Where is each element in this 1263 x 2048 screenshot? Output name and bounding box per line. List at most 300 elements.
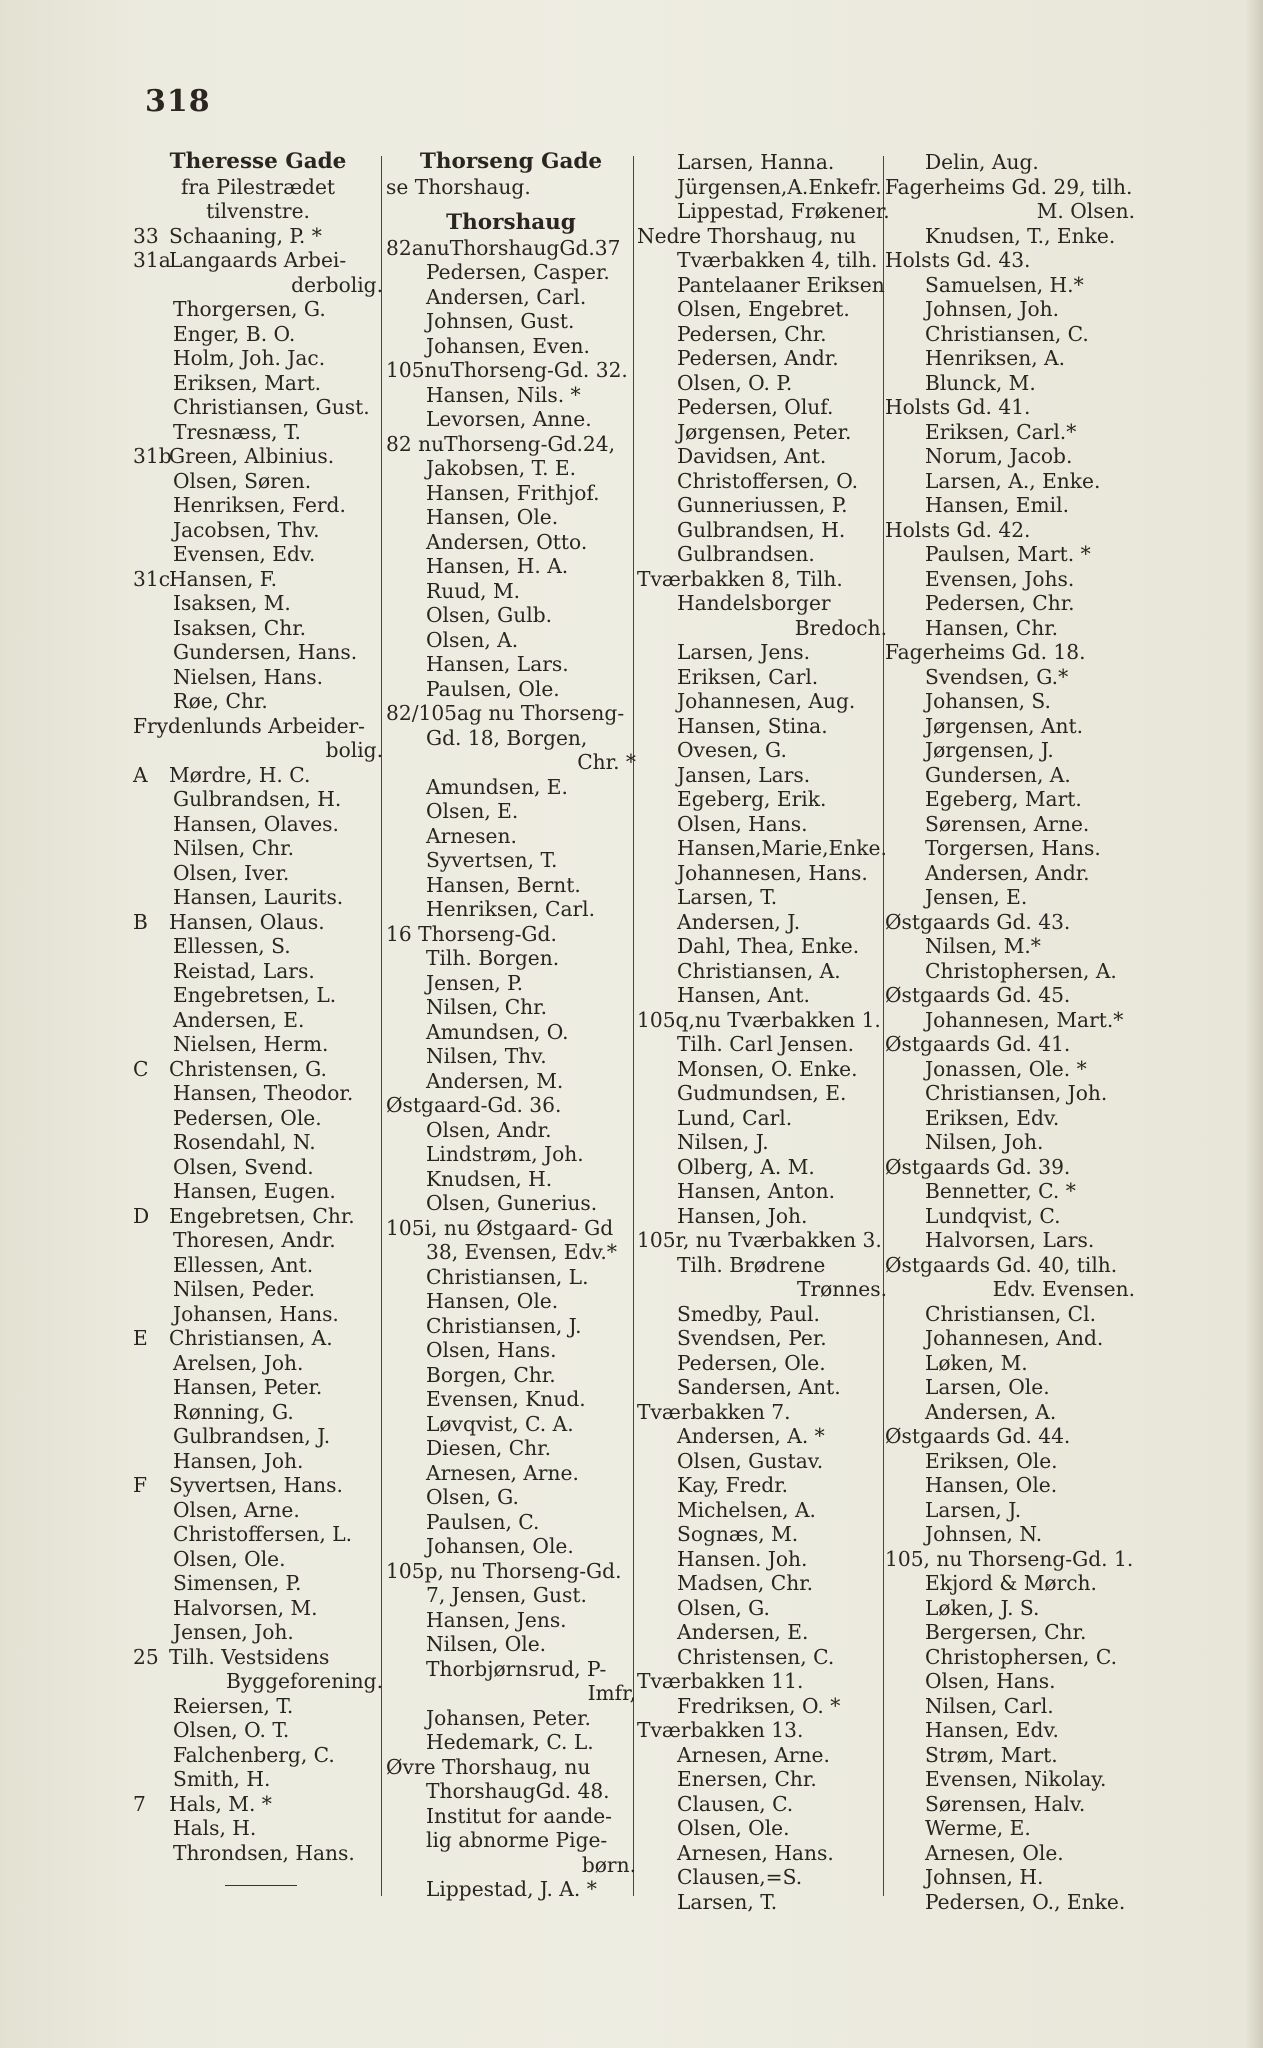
resident-entry bbox=[133, 1620, 383, 1645]
entry-text: Nilsen, M.* bbox=[925, 934, 1041, 958]
entry-text: Hansen, H. A. bbox=[426, 554, 569, 578]
entry-text: Edv. Evensen. bbox=[992, 1277, 1135, 1301]
resident-entry bbox=[637, 1792, 887, 1817]
entry-continuation bbox=[637, 616, 887, 641]
address-entry bbox=[133, 224, 383, 249]
entry-text: Isaksen, Chr. bbox=[173, 615, 307, 640]
resident-entry bbox=[637, 934, 887, 959]
resident-entry bbox=[637, 738, 887, 763]
entry-text: Sørensen, Arne. bbox=[925, 811, 1090, 836]
resident-entry bbox=[637, 885, 887, 910]
entry-text: Larsen, T. bbox=[677, 1889, 778, 1914]
entry-text: Gunneriussen, P. bbox=[677, 493, 848, 517]
entry-text: Hansen, Ole. bbox=[426, 1289, 559, 1313]
resident-entry bbox=[386, 1461, 636, 1486]
resident-entry bbox=[133, 836, 383, 861]
resident-entry bbox=[885, 1106, 1135, 1131]
resident-entry bbox=[885, 1302, 1135, 1327]
entry-text: Christophersen, A. bbox=[925, 958, 1117, 983]
resident-entry bbox=[133, 1816, 383, 1841]
entry-text: Pedersen, Andr. bbox=[677, 346, 839, 370]
house-number: 31a bbox=[133, 248, 171, 272]
address-entry bbox=[386, 236, 636, 261]
entry-text: Gulbrandsen. bbox=[677, 542, 815, 566]
resident-entry bbox=[637, 689, 887, 714]
house-number: 31b bbox=[133, 444, 172, 468]
entry-text: Olsen, Ole. bbox=[173, 1546, 286, 1571]
address-entry bbox=[885, 175, 1135, 200]
resident-entry bbox=[637, 1571, 887, 1596]
entry-text: Andersen, A. * bbox=[677, 1424, 825, 1448]
resident-entry bbox=[133, 1032, 383, 1057]
street-heading bbox=[133, 150, 383, 175]
resident-entry bbox=[637, 1032, 887, 1057]
resident-entry bbox=[637, 787, 887, 812]
entry-text: Enger, B. O. bbox=[173, 321, 296, 346]
entry-text: 105nuThorseng-Gd. 32. bbox=[386, 358, 628, 382]
resident-entry bbox=[133, 1228, 383, 1253]
entry-text: Johansen, Peter. bbox=[426, 1705, 591, 1730]
resident-entry bbox=[637, 542, 887, 567]
resident-entry bbox=[133, 1106, 383, 1131]
resident-entry bbox=[386, 677, 636, 702]
entry-text: 82anuThorshaugGd.37 bbox=[386, 235, 621, 260]
entry-text: Arnesen, Arne. bbox=[677, 1742, 830, 1767]
resident-entry bbox=[133, 1718, 383, 1743]
entry-text: Olsen, Svend. bbox=[173, 1154, 314, 1179]
resident-entry bbox=[885, 1179, 1135, 1204]
entry-text: Gulbrandsen, J. bbox=[173, 1424, 331, 1448]
entry-text: Jonassen, Ole. * bbox=[925, 1056, 1087, 1081]
resident-entry bbox=[386, 407, 636, 432]
entry-text: Hansen, Theodor. bbox=[173, 1081, 354, 1105]
entry-text: Paulsen, C. bbox=[426, 1509, 540, 1534]
entry-text: Evensen, Edv. bbox=[173, 542, 316, 566]
entry-text: Johnsen, Gust. bbox=[426, 309, 575, 333]
entry-text: Samuelsen, H.* bbox=[925, 272, 1084, 297]
entry-text: M. Olsen. bbox=[1036, 199, 1135, 223]
entry-text: Tilh. Vestsidens bbox=[169, 1644, 330, 1669]
entry-text: tilvenstre. bbox=[206, 199, 310, 223]
entry-text: Johansen, Hans. bbox=[173, 1301, 339, 1326]
resident-entry bbox=[885, 567, 1135, 592]
entry-text: Jørgensen, J. bbox=[925, 738, 1054, 762]
resident-entry bbox=[386, 579, 636, 604]
resident-entry bbox=[133, 983, 383, 1008]
entry-text: Eriksen, Carl.* bbox=[925, 419, 1077, 444]
resident-entry bbox=[133, 1841, 383, 1866]
entry-text: 105r, nu Tværbakken 3. bbox=[637, 1228, 882, 1252]
address-entry bbox=[885, 1032, 1135, 1057]
resident-entry bbox=[885, 1326, 1135, 1351]
resident-entry bbox=[885, 1865, 1135, 1890]
entry-text: Institut for aande- bbox=[426, 1803, 613, 1828]
entry-text: Holsts Gd. 41. bbox=[885, 395, 1031, 419]
entry-continuation bbox=[133, 738, 383, 763]
entry-continuation bbox=[885, 1277, 1135, 1302]
resident-entry bbox=[133, 689, 383, 714]
entry-text: Olsen, O. P. bbox=[677, 370, 793, 395]
resident-entry bbox=[386, 530, 636, 555]
entry-text: Thorshaug bbox=[446, 210, 576, 235]
resident-entry bbox=[637, 1547, 887, 1572]
address-entry bbox=[386, 432, 636, 457]
entry-text: Egeberg, Erik. bbox=[677, 787, 827, 811]
resident-entry bbox=[386, 383, 636, 408]
resident-entry bbox=[637, 1449, 887, 1474]
entry-text: Halvorsen, M. bbox=[173, 1595, 318, 1620]
resident-entry bbox=[133, 1547, 383, 1572]
entry-text: Thorbjørnsrud, P- bbox=[426, 1656, 607, 1681]
resident-entry bbox=[885, 1694, 1135, 1719]
resident-entry bbox=[386, 1804, 636, 1829]
entry-text: Olsen, Ole. bbox=[677, 1816, 790, 1840]
entry-text: Enersen, Chr. bbox=[677, 1767, 817, 1791]
entry-text: Olsen, Hans. bbox=[677, 811, 808, 836]
entry-text: Hansen,Marie,Enke. bbox=[677, 836, 887, 860]
address-entry bbox=[885, 248, 1135, 273]
entry-text: Eriksen, Edv. bbox=[925, 1105, 1060, 1130]
resident-entry bbox=[386, 1167, 636, 1192]
resident-entry bbox=[885, 493, 1135, 518]
address-entry bbox=[885, 518, 1135, 543]
address-entry bbox=[133, 763, 383, 788]
resident-entry bbox=[133, 1179, 383, 1204]
entry-text: Werme, E. bbox=[925, 1816, 1031, 1840]
entry-text: Hansen, Lars. bbox=[426, 652, 569, 676]
entry-text: derbolig. bbox=[291, 272, 383, 297]
entry-text: Egeberg, Mart. bbox=[925, 787, 1082, 811]
entry-text: Pedersen, Oluf. bbox=[677, 395, 834, 419]
directory-column-1 bbox=[133, 150, 383, 1865]
resident-entry bbox=[637, 1204, 887, 1229]
entry-text: Gulbrandsen, H. bbox=[173, 787, 342, 811]
entry-continuation bbox=[386, 1681, 636, 1706]
resident-entry bbox=[133, 787, 383, 812]
resident-entry bbox=[386, 1730, 636, 1755]
entry-text: Jansen, Lars. bbox=[677, 762, 811, 787]
resident-entry bbox=[637, 812, 887, 837]
resident-entry bbox=[386, 995, 636, 1020]
entry-text: Dahl, Thea, Enke. bbox=[677, 934, 860, 958]
entry-text: Nilsen, Chr. bbox=[173, 836, 295, 860]
resident-entry bbox=[133, 542, 383, 567]
entry-text: Jensen, E. bbox=[925, 885, 1028, 909]
resident-entry bbox=[386, 334, 636, 359]
resident-entry bbox=[386, 1436, 636, 1461]
entry-text: Christiansen, A. bbox=[169, 1326, 333, 1350]
entry-text: Johnsen, H. bbox=[925, 1865, 1044, 1889]
entry-text: Rosendahl, N. bbox=[173, 1130, 316, 1154]
resident-entry bbox=[885, 665, 1135, 690]
resident-entry bbox=[386, 1020, 636, 1045]
entry-text: Hansen, Anton. bbox=[677, 1179, 836, 1203]
entry-text: Lund, Carl. bbox=[677, 1105, 793, 1130]
entry-text: Christiansen, L. bbox=[426, 1264, 589, 1289]
resident-entry bbox=[386, 1657, 636, 1682]
address-entry bbox=[885, 640, 1135, 665]
resident-entry bbox=[637, 1620, 887, 1645]
resident-entry bbox=[386, 1485, 636, 1510]
entry-text: Ellessen, S. bbox=[173, 934, 291, 958]
entry-text: Olberg, A. M. bbox=[677, 1154, 815, 1179]
resident-entry bbox=[637, 640, 887, 665]
entry-continuation bbox=[133, 273, 383, 298]
page-number: 318 bbox=[145, 84, 211, 119]
resident-entry bbox=[386, 1534, 636, 1559]
resident-entry bbox=[637, 1375, 887, 1400]
entry-continuation bbox=[637, 1277, 887, 1302]
resident-entry bbox=[386, 775, 636, 800]
entry-text: Larsen, Hanna. bbox=[677, 150, 835, 174]
directory-column-3 bbox=[637, 150, 890, 1914]
entry-text: Engebretsen, Chr. bbox=[169, 1203, 355, 1228]
resident-entry bbox=[885, 1375, 1135, 1400]
entry-text: Pedersen, Ole. bbox=[677, 1350, 826, 1375]
house-number: F bbox=[133, 1473, 148, 1497]
entry-text: Knudsen, H. bbox=[426, 1166, 553, 1191]
resident-entry bbox=[133, 1008, 383, 1033]
resident-entry bbox=[386, 848, 636, 873]
resident-entry bbox=[386, 1118, 636, 1143]
entry-text: Tilh. Brødrene bbox=[677, 1252, 826, 1277]
address-entry bbox=[133, 1204, 383, 1229]
entry-text: Smedby, Paul. bbox=[677, 1301, 820, 1326]
entry-text: Olsen, Hans. bbox=[426, 1338, 557, 1362]
resident-entry bbox=[885, 273, 1135, 298]
entry-text: Christiansen, Joh. bbox=[925, 1081, 1108, 1105]
entry-text: Jacobsen, Thv. bbox=[173, 517, 320, 542]
resident-entry bbox=[133, 1302, 383, 1327]
entry-text: Eriksen, Mart. bbox=[173, 370, 322, 395]
resident-entry bbox=[133, 493, 383, 518]
entry-text: fra Pilestrædet bbox=[180, 174, 336, 199]
entry-text: Henriksen, Carl. bbox=[426, 897, 596, 921]
resident-entry bbox=[637, 1351, 887, 1376]
resident-entry bbox=[386, 873, 636, 898]
resident-entry bbox=[637, 861, 887, 886]
entry-text: 105p, nu Thorseng-Gd. bbox=[386, 1558, 622, 1583]
entry-text: Andersen, A. bbox=[925, 1399, 1057, 1424]
resident-entry bbox=[885, 1008, 1135, 1033]
address-entry bbox=[386, 701, 636, 726]
resident-entry bbox=[133, 1375, 383, 1400]
entry-text: Henriksen, A. bbox=[925, 346, 1066, 370]
entry-text: Davidsen, Ant. bbox=[677, 444, 827, 468]
entry-text: Olsen, Søren. bbox=[173, 468, 312, 493]
resident-entry bbox=[637, 395, 887, 420]
resident-entry bbox=[133, 959, 383, 984]
entry-text: Gd. 18, Borgen, bbox=[426, 725, 588, 750]
entry-text: Evensen, Knud. bbox=[426, 1387, 586, 1411]
resident-entry bbox=[637, 1890, 887, 1915]
resident-entry bbox=[386, 1191, 636, 1216]
resident-entry bbox=[133, 1424, 383, 1449]
entry-text: Larsen, T. bbox=[677, 885, 778, 909]
address-entry bbox=[133, 910, 383, 935]
address-entry bbox=[637, 1669, 887, 1694]
resident-entry bbox=[386, 1510, 636, 1535]
resident-entry bbox=[637, 346, 887, 371]
entry-text: Nilsen, Thv. bbox=[426, 1044, 547, 1068]
address-entry bbox=[133, 248, 383, 273]
house-number: 7 bbox=[133, 1791, 146, 1816]
entry-text: Green, Albinius. bbox=[169, 444, 335, 468]
address-entry bbox=[386, 1559, 636, 1584]
entry-text: Bergersen, Chr. bbox=[925, 1620, 1087, 1644]
resident-entry bbox=[386, 726, 636, 751]
address-entry bbox=[637, 1008, 887, 1033]
resident-entry bbox=[885, 1743, 1135, 1768]
resident-entry bbox=[885, 934, 1135, 959]
resident-entry bbox=[386, 603, 636, 628]
entry-text: Svendsen, Per. bbox=[677, 1326, 827, 1350]
entry-text: Falchenberg, C. bbox=[173, 1742, 335, 1767]
entry-text: Michelsen, A. bbox=[677, 1497, 816, 1522]
entry-text: Gundersen, A. bbox=[925, 762, 1071, 787]
entry-text: Tilh. Carl Jensen. bbox=[677, 1032, 854, 1056]
resident-entry bbox=[133, 1571, 383, 1596]
resident-entry bbox=[133, 1130, 383, 1155]
entry-text: 16 Thorseng-Gd. bbox=[386, 921, 557, 946]
entry-text: Hansen, Ant. bbox=[677, 983, 810, 1007]
resident-entry bbox=[885, 1498, 1135, 1523]
resident-entry bbox=[637, 1081, 887, 1106]
entry-text: Sandersen, Ant. bbox=[677, 1375, 841, 1399]
resident-entry bbox=[885, 689, 1135, 714]
entry-text: Borgen, Chr. bbox=[426, 1362, 556, 1387]
resident-entry bbox=[885, 1204, 1135, 1229]
resident-entry bbox=[386, 824, 636, 849]
resident-entry bbox=[637, 1694, 887, 1719]
resident-entry bbox=[133, 1400, 383, 1425]
resident-entry bbox=[637, 297, 887, 322]
entry-text: Imfr, bbox=[587, 1681, 636, 1705]
resident-entry bbox=[386, 1583, 636, 1608]
resident-entry bbox=[386, 285, 636, 310]
resident-entry bbox=[637, 1498, 887, 1523]
entry-text: Hansen, Bernt. bbox=[426, 872, 581, 897]
entry-text: Lippestad, Frøkener. bbox=[677, 199, 890, 223]
address-entry bbox=[637, 1228, 887, 1253]
entry-text: Byggeforening. bbox=[225, 1669, 383, 1693]
entry-text: Johannesen, Hans. bbox=[677, 860, 868, 885]
entry-text: Frydenlunds Arbeider- bbox=[133, 713, 365, 738]
entry-text: Johansen, S. bbox=[925, 689, 1051, 713]
resident-entry bbox=[637, 1841, 887, 1866]
resident-entry bbox=[885, 1718, 1135, 1743]
resident-entry bbox=[133, 1081, 383, 1106]
entry-text: Reistad, Lars. bbox=[173, 958, 315, 983]
address-entry bbox=[637, 224, 887, 249]
entry-text: se Thorshaug. bbox=[386, 174, 531, 199]
entry-text: Larsen, Jens. bbox=[677, 640, 811, 664]
entry-text: Lindstrøm, Joh. bbox=[426, 1142, 584, 1166]
resident-entry bbox=[885, 1620, 1135, 1645]
entry-text: Rønning, G. bbox=[173, 1399, 294, 1424]
entry-text: Jørgensen, Peter. bbox=[677, 419, 852, 444]
entry-text: Svendsen, G.* bbox=[925, 664, 1069, 689]
entry-text: Lundqvist, C. bbox=[925, 1203, 1061, 1228]
entry-text: Christensen, C. bbox=[677, 1644, 835, 1669]
entry-text: Johansen, Ole. bbox=[426, 1534, 574, 1558]
entry-text: Johannesen, Mart.* bbox=[925, 1007, 1124, 1032]
entry-text: Pedersen, O., Enke. bbox=[925, 1889, 1126, 1914]
entry-text: Pedersen, Casper. bbox=[426, 260, 610, 284]
entry-text: Blunck, M. bbox=[925, 370, 1036, 395]
entry-text: Østgaards Gd. 43. bbox=[885, 909, 1071, 934]
resident-entry bbox=[386, 1828, 636, 1853]
entry-text: Andersen, Otto. bbox=[426, 529, 588, 554]
entry-text: Jensen, Joh. bbox=[173, 1620, 294, 1644]
resident-entry bbox=[637, 371, 887, 396]
resident-entry bbox=[885, 1841, 1135, 1866]
entry-text: Johannesen, Aug. bbox=[677, 689, 856, 713]
entry-text: Bredoch. bbox=[794, 615, 887, 640]
entry-text: Christiansen, J. bbox=[426, 1313, 582, 1338]
entry-text: Knudsen, T., Enke. bbox=[925, 223, 1116, 248]
entry-text: Christiansen, Cl. bbox=[925, 1301, 1096, 1326]
entry-text: Delin, Aug. bbox=[925, 150, 1039, 174]
entry-text: Engebretsen, L. bbox=[173, 983, 337, 1007]
entry-text: Hansen, Edv. bbox=[925, 1718, 1059, 1742]
entry-text: Østgaards Gd. 41. bbox=[885, 1032, 1071, 1056]
resident-entry bbox=[885, 542, 1135, 567]
entry-text: Olsen, O. T. bbox=[173, 1718, 290, 1742]
entry-text: Monsen, O. Enke. bbox=[677, 1056, 858, 1081]
resident-entry bbox=[386, 1877, 636, 1902]
resident-entry bbox=[885, 959, 1135, 984]
entry-text: Eriksen, Ole. bbox=[925, 1448, 1058, 1473]
entry-text: Olsen, E. bbox=[426, 799, 519, 823]
entry-text: Hals, H. bbox=[173, 1816, 257, 1840]
resident-entry bbox=[386, 1632, 636, 1657]
resident-entry bbox=[637, 1816, 887, 1841]
entry-text: Hansen, Joh. bbox=[173, 1448, 304, 1473]
entry-text: Østgaards Gd. 45. bbox=[885, 983, 1071, 1007]
entry-text: Hansen, Eugen. bbox=[173, 1179, 336, 1203]
resident-entry bbox=[386, 652, 636, 677]
entry-text: Tresnæss, T. bbox=[173, 419, 301, 444]
house-number: C bbox=[133, 1056, 149, 1081]
resident-entry bbox=[637, 1743, 887, 1768]
resident-entry bbox=[133, 616, 383, 641]
entry-text: Christophersen, C. bbox=[925, 1644, 1117, 1669]
resident-entry bbox=[885, 1473, 1135, 1498]
entry-text: Andersen, E. bbox=[677, 1620, 809, 1644]
resident-entry bbox=[885, 1571, 1135, 1596]
resident-entry bbox=[133, 1498, 383, 1523]
entry-text: Hansen, Joh. bbox=[677, 1203, 808, 1228]
resident-entry bbox=[386, 1265, 636, 1290]
resident-entry bbox=[133, 518, 383, 543]
entry-text: Hansen, Nils. * bbox=[426, 382, 581, 407]
entry-text: Pantelaaner Eriksen bbox=[677, 272, 885, 297]
entry-text: Evensen, Johs. bbox=[925, 566, 1075, 591]
resident-entry bbox=[637, 1130, 887, 1155]
address-entry bbox=[386, 1755, 636, 1780]
entry-text: 105i, nu Østgaard- Gd bbox=[386, 1215, 614, 1240]
address-entry bbox=[386, 1093, 636, 1118]
address-entry bbox=[885, 910, 1135, 935]
resident-entry bbox=[133, 812, 383, 837]
entry-text: Johnsen, Joh. bbox=[925, 297, 1060, 321]
resident-entry bbox=[133, 1155, 383, 1180]
entry-text: Isaksen, M. bbox=[173, 591, 291, 615]
resident-entry bbox=[637, 763, 887, 788]
entry-continuation bbox=[386, 1853, 636, 1878]
address-entry bbox=[885, 983, 1135, 1008]
